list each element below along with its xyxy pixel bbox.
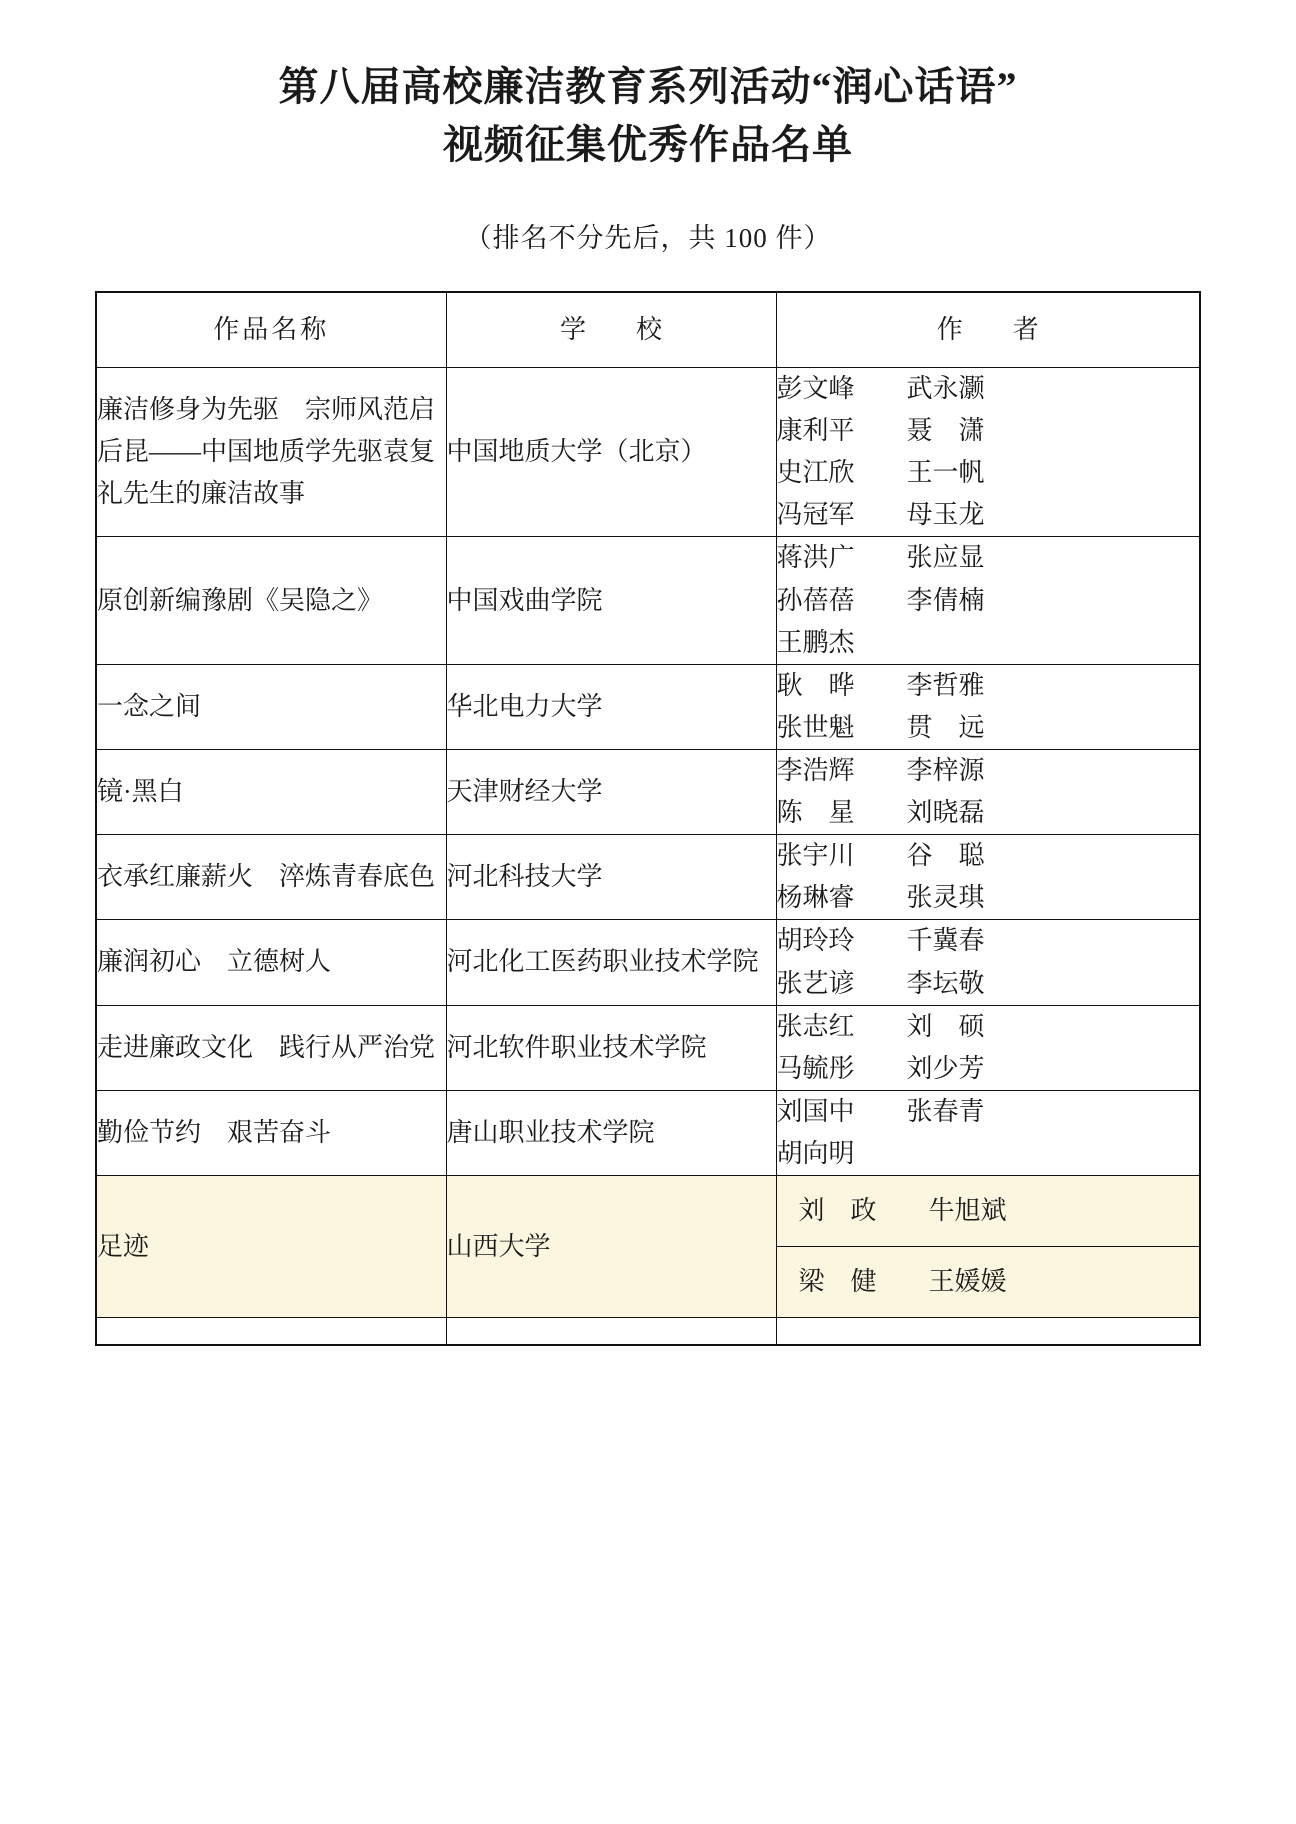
author-line: 张艺谚 李坛敬 xyxy=(776,968,985,998)
page-title xyxy=(0,0,1296,174)
column-header-work: 作品名称 xyxy=(96,292,446,368)
authors-list xyxy=(776,749,1200,834)
table-row-partial xyxy=(96,1318,1200,1346)
page-title-line-1: 第八届高校廉洁教育系列活动“润心话语” xyxy=(278,64,1018,109)
author-line: 彭文峰 武永灏 xyxy=(776,374,985,403)
authors-list xyxy=(776,1176,1200,1318)
table-row xyxy=(96,835,1200,920)
author-line: 耿 晔 李哲雅 xyxy=(776,670,985,700)
page-title-line-2: 视频征集优秀作品名单 xyxy=(443,122,853,167)
work-title: 廉润初心 立德树人 xyxy=(96,920,446,1005)
author-line: 梁 健 王媛媛 xyxy=(798,1267,1007,1297)
author-line: 孙蓓蓓 李倩楠 xyxy=(776,585,985,615)
author-line: 胡玲玲 千冀春 xyxy=(776,926,985,956)
author-line: 刘 政 牛旭斌 xyxy=(777,1176,1200,1247)
author-line: 杨琳睿 张灵琪 xyxy=(776,883,985,913)
author-line: 冯冠军 母玉龙 xyxy=(776,500,985,530)
school-name: 河北科技大学 xyxy=(446,835,776,920)
school-name: 中国地质大学（北京） xyxy=(446,368,776,537)
author-line: 李浩辉 李梓源 xyxy=(776,755,985,785)
author-line: 马毓彤 刘少芳 xyxy=(776,1053,985,1083)
authors-list-partial xyxy=(776,1318,1200,1346)
authors-list xyxy=(776,368,1200,537)
authors-list xyxy=(776,537,1200,664)
authors-list xyxy=(776,1090,1200,1175)
table-row-highlighted xyxy=(96,1176,1200,1318)
table-row xyxy=(96,537,1200,664)
author-line: 王鹏杰 xyxy=(776,627,855,657)
column-header-authors: 作 者 xyxy=(776,292,1200,368)
authors-list xyxy=(776,835,1200,920)
school-name: 华北电力大学 xyxy=(446,664,776,749)
work-title: 镜·黑白 xyxy=(96,749,446,834)
author-line: 张宇川 谷 聪 xyxy=(776,841,985,871)
school-name: 中国戏曲学院 xyxy=(446,537,776,664)
table-row xyxy=(96,749,1200,834)
work-title: 走进廉政文化 践行从严治党 xyxy=(96,1005,446,1090)
table-header-row xyxy=(96,292,1200,368)
author-line: 康利平 聂 潇 xyxy=(776,416,985,446)
table-row xyxy=(96,368,1200,537)
work-title: 足迹 xyxy=(96,1176,446,1318)
author-line: 张志红 刘 硕 xyxy=(776,1011,985,1041)
table-row xyxy=(96,920,1200,1005)
table-row xyxy=(96,1005,1200,1090)
author-line: 史江欣 王一帆 xyxy=(776,458,985,488)
author-line: 陈 星 刘晓磊 xyxy=(776,798,985,828)
award-list-table xyxy=(95,291,1201,1346)
authors-list xyxy=(776,664,1200,749)
authors-list xyxy=(776,920,1200,1005)
table-row xyxy=(96,1090,1200,1175)
school-name: 唐山职业技术学院 xyxy=(446,1090,776,1175)
school-name: 河北化工医药职业技术学院 xyxy=(446,920,776,1005)
table-row xyxy=(96,664,1200,749)
school-name-partial xyxy=(446,1318,776,1346)
authors-list xyxy=(776,1005,1200,1090)
work-title-partial xyxy=(96,1318,446,1346)
work-title: 衣承红廉薪火 淬炼青春底色 xyxy=(96,835,446,920)
author-line: 张世魁 贯 远 xyxy=(776,712,985,742)
school-name: 天津财经大学 xyxy=(446,749,776,834)
author-line: 蒋洪广 张应显 xyxy=(776,543,985,573)
work-title: 廉洁修身为先驱 宗师风范启后昆——中国地质学先驱袁复礼先生的廉洁故事 xyxy=(96,368,446,537)
work-title: 一念之间 xyxy=(96,664,446,749)
column-header-school: 学 校 xyxy=(446,292,776,368)
author-line: 胡向明 xyxy=(776,1138,855,1168)
author-line: 刘国中 张春青 xyxy=(776,1096,985,1126)
school-name: 山西大学 xyxy=(446,1176,776,1318)
school-name: 河北软件职业技术学院 xyxy=(446,1005,776,1090)
work-title: 原创新编豫剧《吴隐之》 xyxy=(96,537,446,664)
page-subtitle: （排名不分先后，共 100 件） xyxy=(464,223,832,253)
work-title: 勤俭节约 艰苦奋斗 xyxy=(96,1090,446,1175)
